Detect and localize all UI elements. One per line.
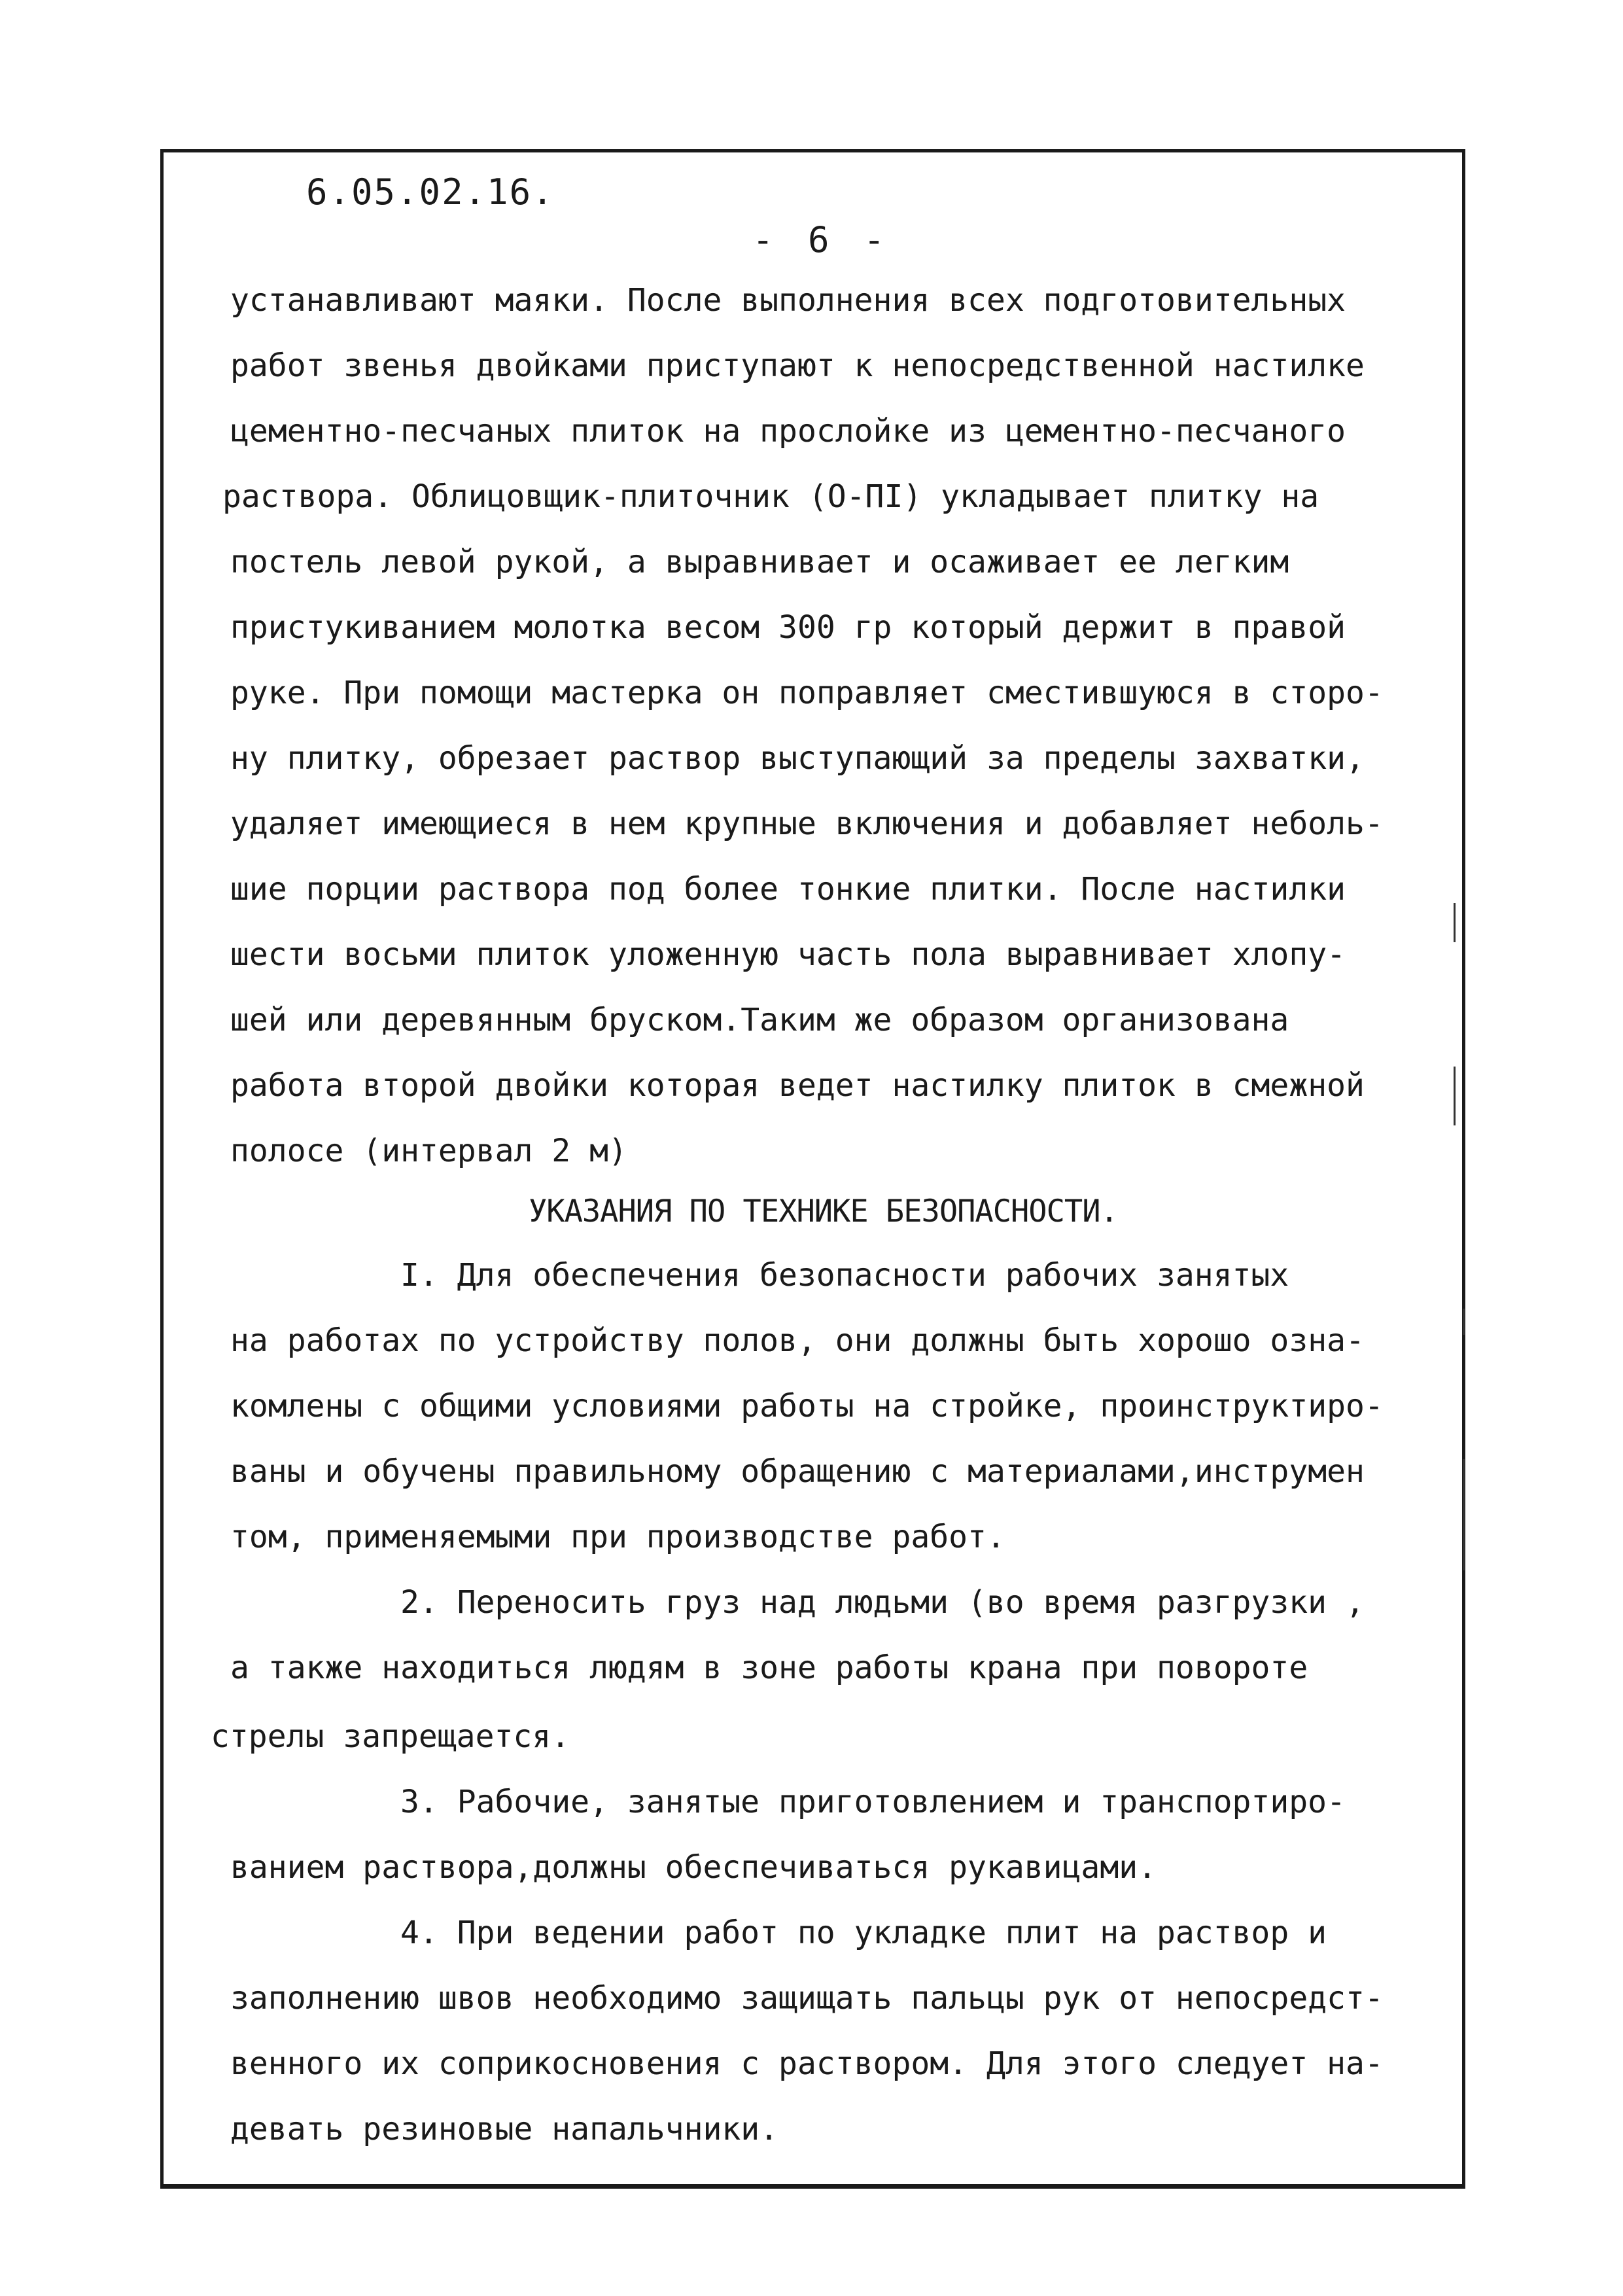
text-line: 3. Рабочие, занятые приготовлением и транспортиро- bbox=[400, 1784, 1346, 1820]
text-line: удаляет имеющиеся в нем крупные включения и добавляет неболь- bbox=[230, 805, 1384, 842]
text-line: стрелы запрещается. bbox=[211, 1718, 570, 1755]
margin-mark bbox=[1463, 1309, 1465, 1335]
text-line: работ звенья двойками приступают к непосредственной настилке bbox=[230, 347, 1365, 384]
margin-mark bbox=[1454, 903, 1456, 942]
margin-mark bbox=[1454, 1067, 1456, 1125]
text-line: на работах по устройству полов, они должны быть хорошо озна- bbox=[230, 1322, 1365, 1359]
text-line: пристукиванием молотка весом 300 гр который держит в правой bbox=[230, 609, 1346, 646]
text-line: полосе (интервал 2 м) bbox=[230, 1133, 627, 1169]
text-line: комлены с общими условиями работы на стройке, проинструктиро- bbox=[230, 1388, 1384, 1424]
page-number: - 6 - bbox=[752, 219, 892, 260]
text-line: раствора. Облицовщик-плиточник (О-ПI) укладывает плитку на bbox=[222, 478, 1319, 515]
text-line: I. Для обеспечения безопасности рабочих занятых bbox=[400, 1257, 1289, 1294]
text-line: том, применяемыми при производстве работ. bbox=[230, 1519, 1005, 1555]
text-line: 2. Переносить груз над людьми (во время разгрузки , bbox=[400, 1584, 1365, 1621]
text-line: шей или деревянным бруском.Таким же образом организована bbox=[230, 1002, 1289, 1038]
text-line: цементно-песчаных плиток на прослойке из цементно-песчаного bbox=[230, 413, 1346, 450]
document-code: 6.05.02.16. bbox=[306, 171, 555, 213]
text-line: руке. При помощи мастерка он поправляет сместившуюся в сторо- bbox=[230, 675, 1384, 711]
text-line: постель левой рукой, а выравнивает и осаживает ее легким bbox=[230, 544, 1289, 580]
text-line: ванием раствора,должны обеспечиваться рукавицами. bbox=[230, 1849, 1157, 1886]
text-line: шие порции раствора под более тонкие плитки. После настилки bbox=[230, 871, 1346, 908]
section-heading: УКАЗАНИЯ ПО ТЕХНИКЕ БЕЗОПАСНОСТИ. bbox=[529, 1193, 1118, 1229]
text-line: девать резиновые напальчники. bbox=[230, 2111, 779, 2147]
text-line: работа второй двойки которая ведет настилку плиток в смежной bbox=[230, 1067, 1365, 1104]
text-line: венного их соприкосновения с раствором. Для этого следует на- bbox=[230, 2045, 1384, 2082]
text-line: заполнению швов необходимо защищать пальцы рук от непосредст- bbox=[230, 1980, 1384, 2017]
text-line: 4. При ведении работ по укладке плит на раствор и bbox=[400, 1915, 1327, 1951]
text-line: шести восьми плиток уложенную часть пола выравнивает хлопу- bbox=[230, 936, 1346, 973]
text-line: а также находиться людям в зоне работы крана при повороте bbox=[230, 1650, 1308, 1686]
text-line: устанавливают маяки. После выполнения всех подготовительных bbox=[230, 282, 1346, 319]
text-line: ну плитку, обрезает раствор выступающий за пределы захватки, bbox=[230, 740, 1365, 777]
margin-mark bbox=[1463, 1459, 1465, 1570]
text-line: ваны и обучены правильному обращению с материалами,инструмен bbox=[230, 1453, 1365, 1490]
